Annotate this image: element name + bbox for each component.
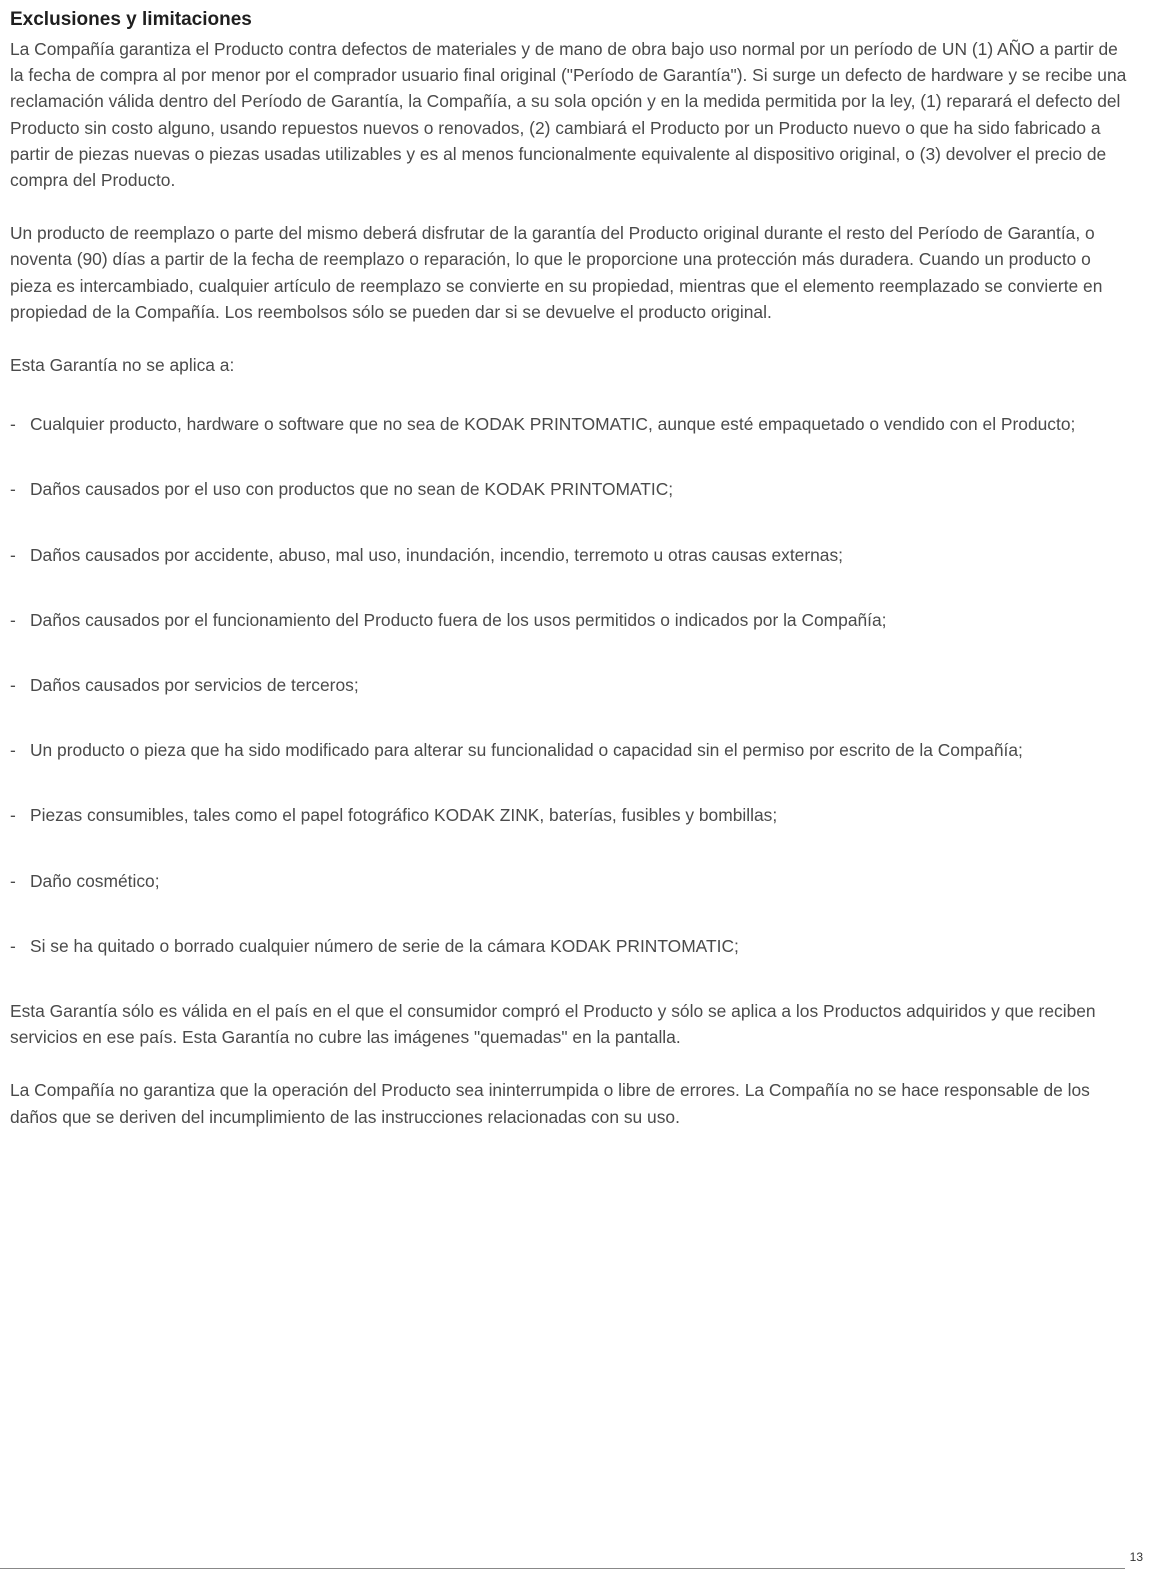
bullet-dash: - [10,805,16,826]
footer-divider [0,1568,1125,1569]
bullet-dash: - [10,414,16,435]
exclusions-intro: Esta Garantía no se aplica a: [10,355,235,376]
exclusion-item: - Daños causados por el uso con productos que no sean de KODAK PRINTOMATIC; [10,476,1135,502]
bullet-dash: - [10,935,16,956]
document-page [10,8,1135,1130]
exclusion-item: - Daños causados por el funcionamiento del Producto fuera de los usos permitidos o indicados por la Compañía; [10,607,1135,633]
exclusion-item: - Un producto o pieza que ha sido modificado para alterar su funcionalidad o capacidad sin el permiso por escrito de la Compañía; [10,737,1135,763]
bullet-dash: - [10,740,16,761]
bullet-dash: - [10,609,16,630]
bullet-dash: - [10,870,16,891]
bullet-dash: - [10,479,16,500]
exclusion-item: - Daño cosmético; [10,868,1135,894]
country-validity-paragraph: Esta Garantía sólo es válida en el país en el que el consumidor compró el Producto y sólo se aplica a los Productos adquiridos y que reciben servicios en ese país. Esta Garantía no cubre las imágenes "quemadas" en la pantalla. [10,1001,1096,1048]
exclusion-item: - Cualquier producto, hardware o software que no sea de KODAK PRINTOMATIC, aunque esté empaquetado o vendido con el Producto; [10,411,1135,437]
no-guarantee-paragraph: La Compañía no garantiza que la operación del Producto sea ininterrumpida o libre de errores. La Compañía no se hace responsable de los daños que se deriven del incumplimiento de las instrucciones relacionadas con su uso. [10,1080,1090,1127]
page-number: 13 [1129,1550,1143,1564]
bullet-dash: - [10,675,16,696]
section-title: Exclusiones y limitaciones [10,9,252,30]
bullet-dash: - [10,544,16,565]
warranty-paragraph: La Compañía garantiza el Producto contra defectos de materiales y de mano de obra bajo uso normal por un período de UN (1) AÑO a partir de la fecha de compra al por menor por el comprador usuario final original ("Período de Garantía"). Si surge un defecto de hardware y se recibe una reclamación válida dentro del Período de Garantía, la Compañía, a su sola opción y en la medida permitida por la ley, (1) reparará el defecto del Producto sin costo alguno, usando repuestos nuevos o renovados, (2) cambiará el Producto por un Producto nuevo o que ha sido fabricado a partir de piezas nuevas o piezas usadas utilizables y es al menos funcionalmente equivalente al dispositivo original, o (3) devolver el precio de compra del Producto. [10,39,1127,191]
exclusion-item: - Daños causados por accidente, abuso, mal uso, inundación, incendio, terremoto u otras causas externas; [10,542,1135,568]
exclusions-list [10,411,1135,959]
exclusion-item: - Si se ha quitado o borrado cualquier número de serie de la cámara KODAK PRINTOMATIC; [10,933,1135,959]
exclusion-item: - Daños causados por servicios de terceros; [10,672,1135,698]
replacement-paragraph: Un producto de reemplazo o parte del mismo deberá disfrutar de la garantía del Producto original durante el resto del Período de Garantía, o noventa (90) días a partir de la fecha de reemplazo o reparación, lo que le proporcione una protección más duradera. Cuando un producto o pieza es intercambiado, cualquier artículo de reemplazo se convierte en su propiedad, mientras que el elemento reemplazado se convierte en propiedad de la Compañía. Los reembolsos sólo se pueden dar si se devuelve el producto original. [10,223,1103,322]
exclusion-item: - Piezas consumibles, tales como el papel fotográfico KODAK ZINK, baterías, fusibles y bombillas; [10,802,1135,828]
